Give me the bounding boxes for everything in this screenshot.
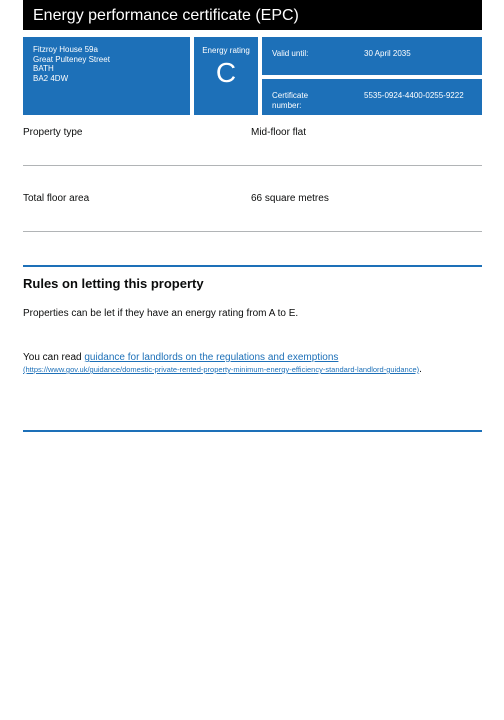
address-line-1: Fitzroy House 59a bbox=[33, 45, 98, 54]
valid-until-value: 30 April 2035 bbox=[364, 49, 411, 58]
address-panel bbox=[23, 37, 190, 115]
section-bottom-border bbox=[23, 430, 482, 432]
validity-panel bbox=[262, 37, 482, 75]
floor-area-label: Total floor area bbox=[23, 193, 90, 204]
address-line-2: Great Pulteney Street bbox=[33, 54, 110, 64]
guidance-suffix: . bbox=[419, 364, 422, 375]
certificate-panel bbox=[262, 79, 482, 115]
energy-rating-panel bbox=[194, 37, 258, 115]
guidance-link[interactable]: guidance for landlords on the regulations and exemptions bbox=[84, 352, 339, 363]
page-title: Energy performance certificate (EPC) bbox=[23, 0, 482, 30]
valid-until-label: Valid until: bbox=[272, 49, 309, 58]
energy-rating-label: Energy rating bbox=[202, 46, 250, 55]
divider bbox=[23, 231, 482, 232]
guidance-url-link[interactable]: (https://www.gov.uk/guidance/domestic-private-rented-property-minimum-energy-efficiency-standard-landlord-guidance) bbox=[23, 365, 420, 374]
address-line-4: BA2 4DW bbox=[33, 73, 69, 83]
address-line-3: BATH bbox=[33, 64, 54, 73]
certificate-number-label: Certificate number: bbox=[272, 91, 309, 110]
guidance-text bbox=[23, 352, 463, 376]
guidance-prefix: You can read bbox=[23, 352, 85, 363]
letting-section-title: Rules on letting this property bbox=[23, 276, 204, 291]
divider bbox=[23, 165, 482, 166]
floor-area-value: 66 square metres bbox=[251, 193, 329, 204]
section-top-border bbox=[23, 265, 482, 267]
property-type-value: Mid-floor flat bbox=[251, 127, 307, 138]
property-type-label: Property type bbox=[23, 127, 83, 138]
energy-rating-value: C bbox=[215, 57, 237, 88]
certificate-number-value: 5535-0924-4400-0255-9222 bbox=[364, 91, 464, 100]
letting-rule-text: Properties can be let if they have an energy rating from A to E. bbox=[23, 308, 299, 319]
